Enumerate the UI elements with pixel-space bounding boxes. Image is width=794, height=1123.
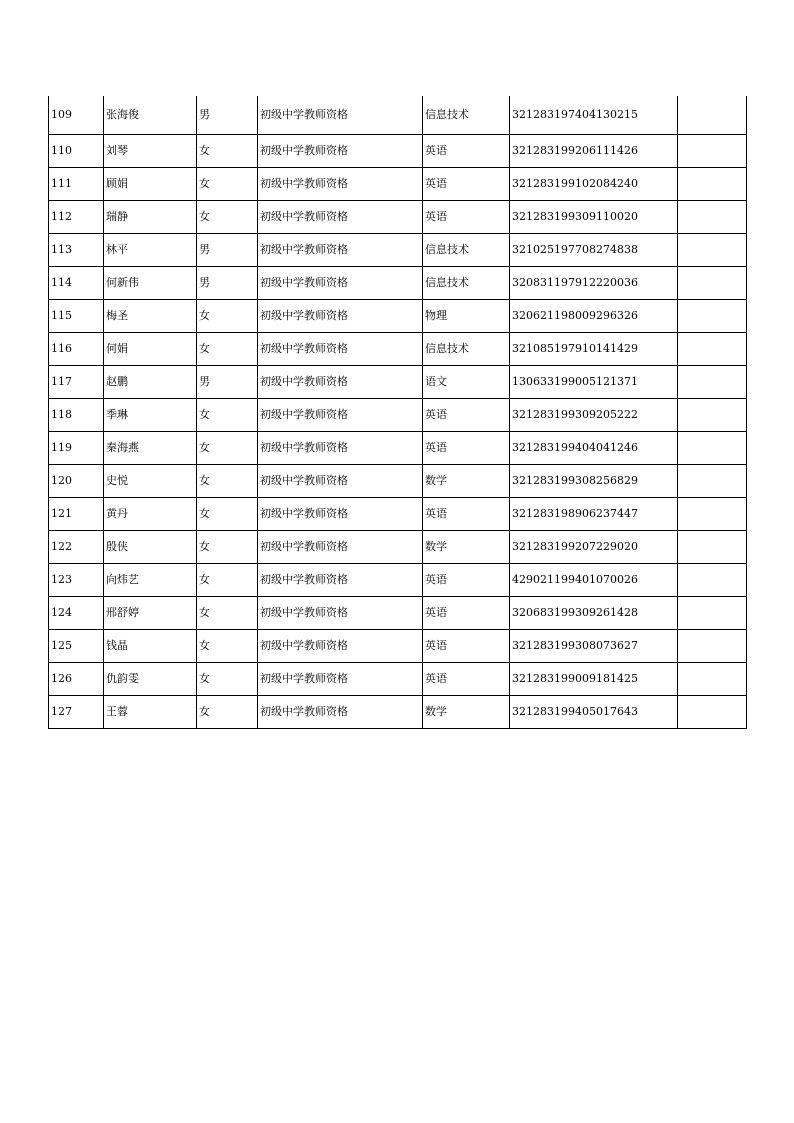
gender-cell: 女 <box>197 399 258 432</box>
qualification-cell: 初级中学教师资格 <box>258 465 423 498</box>
id-number-cell: 321025197708274838 <box>510 234 678 267</box>
remark-cell <box>678 168 747 201</box>
gender-cell: 女 <box>197 696 258 729</box>
qualification-cell: 初级中学教师资格 <box>258 432 423 465</box>
qualification-cell: 初级中学教师资格 <box>258 267 423 300</box>
subject-cell: 英语 <box>423 597 510 630</box>
table-row <box>49 300 747 333</box>
subject-cell: 数学 <box>423 696 510 729</box>
remark-cell <box>678 696 747 729</box>
table-row <box>49 696 747 729</box>
row-number-cell: 113 <box>49 234 104 267</box>
qualification-cell: 初级中学教师资格 <box>258 564 423 597</box>
table-row <box>49 564 747 597</box>
name-cell: 王蓉 <box>104 696 197 729</box>
table-row <box>49 432 747 465</box>
qualification-cell: 初级中学教师资格 <box>258 96 423 135</box>
id-number-cell: 130633199005121371 <box>510 366 678 399</box>
subject-cell: 英语 <box>423 663 510 696</box>
row-number-cell: 123 <box>49 564 104 597</box>
name-cell: 向炜艺 <box>104 564 197 597</box>
remark-cell <box>678 300 747 333</box>
id-number-cell: 321283199009181425 <box>510 663 678 696</box>
gender-cell: 男 <box>197 366 258 399</box>
id-number-cell: 320621198009296326 <box>510 300 678 333</box>
id-number-cell: 321283199102084240 <box>510 168 678 201</box>
roster-body <box>49 96 747 729</box>
qualification-cell: 初级中学教师资格 <box>258 168 423 201</box>
subject-cell: 信息技术 <box>423 234 510 267</box>
id-number-cell: 320683199309261428 <box>510 597 678 630</box>
name-cell: 林平 <box>104 234 197 267</box>
table-row <box>49 168 747 201</box>
gender-cell: 女 <box>197 663 258 696</box>
name-cell: 赵鹏 <box>104 366 197 399</box>
subject-cell: 信息技术 <box>423 96 510 135</box>
name-cell: 邢舒婷 <box>104 597 197 630</box>
qualification-cell: 初级中学教师资格 <box>258 663 423 696</box>
remark-cell <box>678 234 747 267</box>
id-number-cell: 321085197910141429 <box>510 333 678 366</box>
table-row <box>49 135 747 168</box>
name-cell: 史悦 <box>104 465 197 498</box>
name-cell: 刘琴 <box>104 135 197 168</box>
subject-cell: 语文 <box>423 366 510 399</box>
id-number-cell: 321283197404130215 <box>510 96 678 135</box>
row-number-cell: 115 <box>49 300 104 333</box>
table-row <box>49 597 747 630</box>
gender-cell: 女 <box>197 168 258 201</box>
table-row <box>49 498 747 531</box>
gender-cell: 女 <box>197 498 258 531</box>
qualification-cell: 初级中学教师资格 <box>258 201 423 234</box>
subject-cell: 英语 <box>423 399 510 432</box>
name-cell: 黄丹 <box>104 498 197 531</box>
table-row <box>49 201 747 234</box>
subject-cell: 英语 <box>423 201 510 234</box>
id-number-cell: 320831197912220036 <box>510 267 678 300</box>
remark-cell <box>678 201 747 234</box>
row-number-cell: 120 <box>49 465 104 498</box>
table-row <box>49 267 747 300</box>
subject-cell: 英语 <box>423 432 510 465</box>
id-number-cell: 429021199401070026 <box>510 564 678 597</box>
qualification-cell: 初级中学教师资格 <box>258 135 423 168</box>
name-cell: 钱晶 <box>104 630 197 663</box>
qualification-cell: 初级中学教师资格 <box>258 333 423 366</box>
row-number-cell: 114 <box>49 267 104 300</box>
row-number-cell: 121 <box>49 498 104 531</box>
name-cell: 殷侠 <box>104 531 197 564</box>
remark-cell <box>678 597 747 630</box>
table-row <box>49 366 747 399</box>
gender-cell: 女 <box>197 432 258 465</box>
gender-cell: 女 <box>197 564 258 597</box>
table-row <box>49 333 747 366</box>
id-number-cell: 321283199207229020 <box>510 531 678 564</box>
qualification-cell: 初级中学教师资格 <box>258 498 423 531</box>
gender-cell: 女 <box>197 333 258 366</box>
subject-cell: 数学 <box>423 465 510 498</box>
qualification-cell: 初级中学教师资格 <box>258 696 423 729</box>
gender-cell: 女 <box>197 300 258 333</box>
name-cell: 仇韵雯 <box>104 663 197 696</box>
id-number-cell: 321283199308073627 <box>510 630 678 663</box>
table-row <box>49 663 747 696</box>
subject-cell: 英语 <box>423 630 510 663</box>
gender-cell: 女 <box>197 531 258 564</box>
roster-table <box>48 96 747 729</box>
qualification-cell: 初级中学教师资格 <box>258 399 423 432</box>
remark-cell <box>678 465 747 498</box>
row-number-cell: 125 <box>49 630 104 663</box>
gender-cell: 女 <box>197 630 258 663</box>
id-number-cell: 321283198906237447 <box>510 498 678 531</box>
gender-cell: 女 <box>197 465 258 498</box>
row-number-cell: 111 <box>49 168 104 201</box>
name-cell: 何娟 <box>104 333 197 366</box>
name-cell: 秦海燕 <box>104 432 197 465</box>
qualification-cell: 初级中学教师资格 <box>258 597 423 630</box>
subject-cell: 英语 <box>423 564 510 597</box>
remark-cell <box>678 663 747 696</box>
remark-cell <box>678 432 747 465</box>
row-number-cell: 112 <box>49 201 104 234</box>
table-row <box>49 399 747 432</box>
row-number-cell: 119 <box>49 432 104 465</box>
name-cell: 顾娟 <box>104 168 197 201</box>
qualification-cell: 初级中学教师资格 <box>258 300 423 333</box>
name-cell: 瑞静 <box>104 201 197 234</box>
qualification-cell: 初级中学教师资格 <box>258 531 423 564</box>
name-cell: 梅圣 <box>104 300 197 333</box>
id-number-cell: 321283199404041246 <box>510 432 678 465</box>
remark-cell <box>678 366 747 399</box>
subject-cell: 英语 <box>423 135 510 168</box>
name-cell: 何新伟 <box>104 267 197 300</box>
name-cell: 季琳 <box>104 399 197 432</box>
subject-cell: 信息技术 <box>423 333 510 366</box>
roster-sheet <box>48 96 746 729</box>
qualification-cell: 初级中学教师资格 <box>258 630 423 663</box>
table-row <box>49 96 747 135</box>
id-number-cell: 321283199308256829 <box>510 465 678 498</box>
name-cell: 张海俊 <box>104 96 197 135</box>
id-number-cell: 321283199309110020 <box>510 201 678 234</box>
remark-cell <box>678 564 747 597</box>
row-number-cell: 122 <box>49 531 104 564</box>
table-row <box>49 630 747 663</box>
table-row <box>49 531 747 564</box>
gender-cell: 女 <box>197 135 258 168</box>
subject-cell: 英语 <box>423 498 510 531</box>
remark-cell <box>678 96 747 135</box>
gender-cell: 男 <box>197 96 258 135</box>
id-number-cell: 321283199309205222 <box>510 399 678 432</box>
gender-cell: 女 <box>197 201 258 234</box>
table-row <box>49 234 747 267</box>
row-number-cell: 126 <box>49 663 104 696</box>
gender-cell: 女 <box>197 597 258 630</box>
subject-cell: 数学 <box>423 531 510 564</box>
remark-cell <box>678 333 747 366</box>
gender-cell: 男 <box>197 267 258 300</box>
row-number-cell: 124 <box>49 597 104 630</box>
table-row <box>49 465 747 498</box>
row-number-cell: 118 <box>49 399 104 432</box>
subject-cell: 物理 <box>423 300 510 333</box>
remark-cell <box>678 135 747 168</box>
remark-cell <box>678 399 747 432</box>
row-number-cell: 127 <box>49 696 104 729</box>
gender-cell: 男 <box>197 234 258 267</box>
remark-cell <box>678 630 747 663</box>
id-number-cell: 321283199206111426 <box>510 135 678 168</box>
row-number-cell: 110 <box>49 135 104 168</box>
row-number-cell: 117 <box>49 366 104 399</box>
row-number-cell: 116 <box>49 333 104 366</box>
row-number-cell: 109 <box>49 96 104 135</box>
remark-cell <box>678 498 747 531</box>
subject-cell: 信息技术 <box>423 267 510 300</box>
qualification-cell: 初级中学教师资格 <box>258 366 423 399</box>
qualification-cell: 初级中学教师资格 <box>258 234 423 267</box>
remark-cell <box>678 267 747 300</box>
id-number-cell: 321283199405017643 <box>510 696 678 729</box>
remark-cell <box>678 531 747 564</box>
subject-cell: 英语 <box>423 168 510 201</box>
